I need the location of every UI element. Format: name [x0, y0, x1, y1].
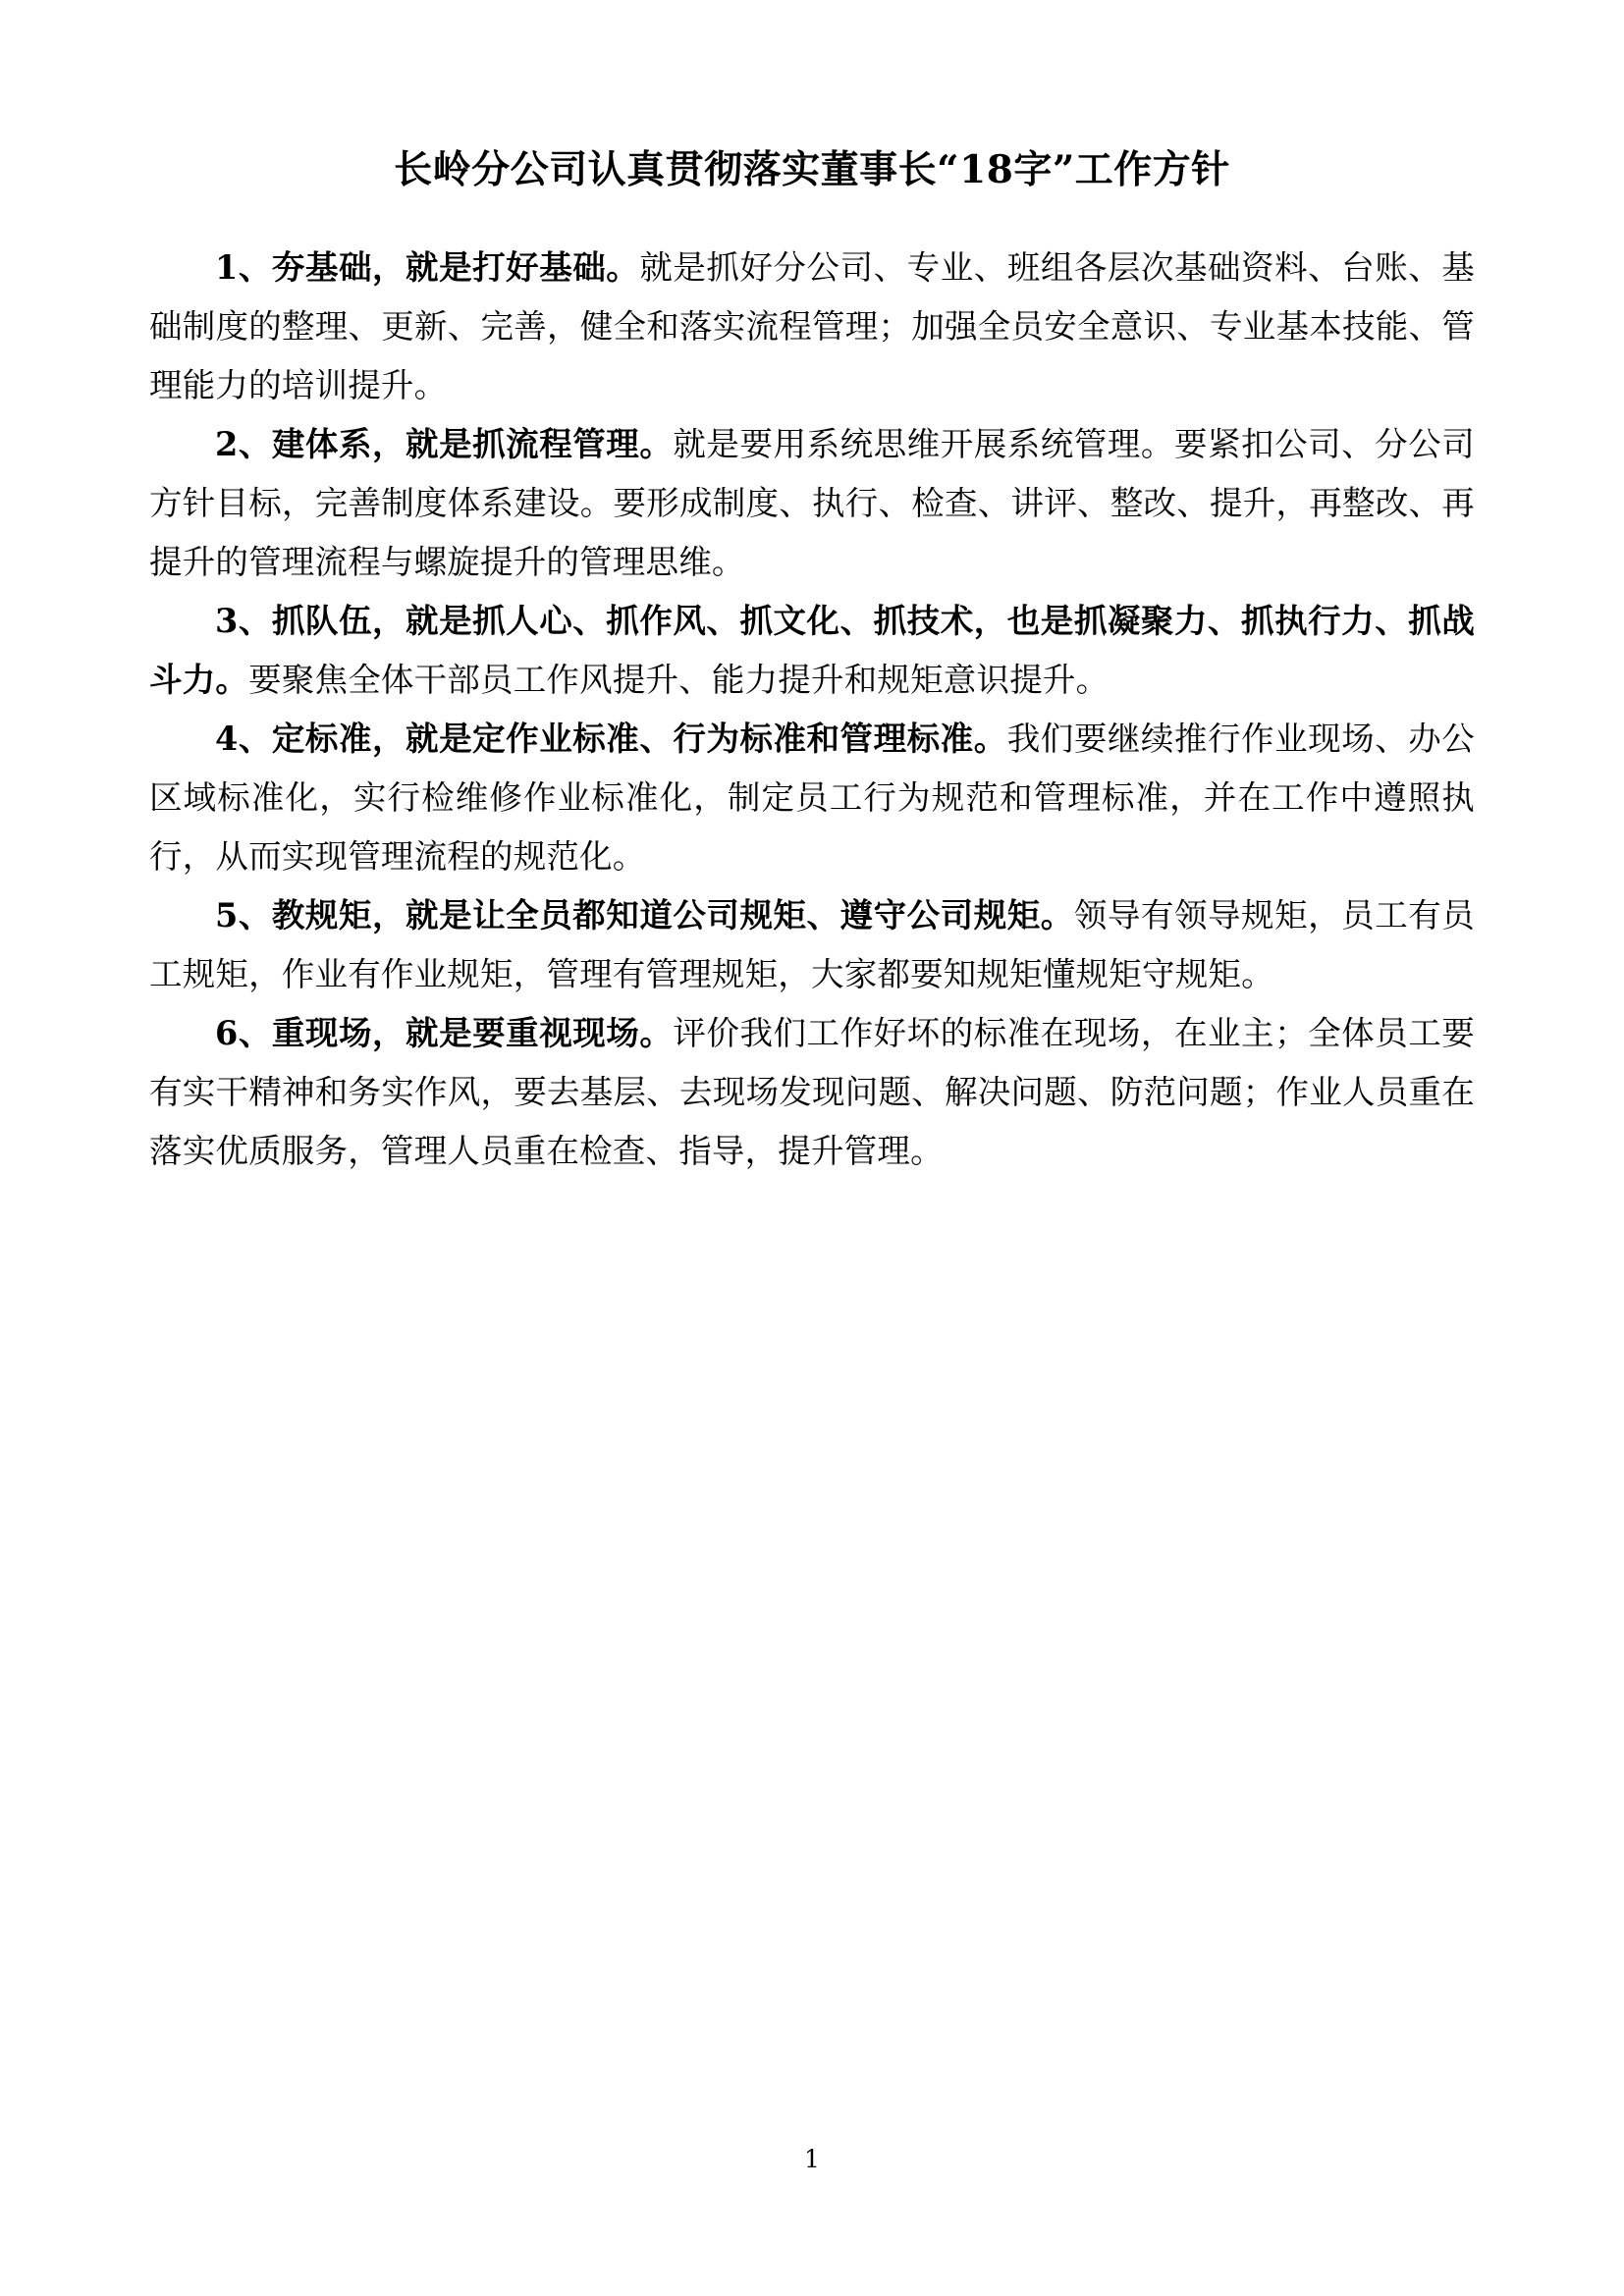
page-title: 长岭分公司认真贯彻落实董事长“18字”工作方针 [394, 147, 1230, 192]
paragraph-4-body: 我们要继续推行作业现场、办公区域标准化，实行检维修作业标准化，制定员工行为规范和管理标准，并在工作中遵照执行，从而实现管理流程的规范化。 [149, 719, 1475, 876]
paragraph-1-lead: 夯基础，就是打好基础。 [271, 247, 640, 287]
paragraph-5 [149, 886, 1475, 1004]
paragraph-1 [149, 239, 1475, 415]
paragraph-3-body: 要聚焦全体干部员工作风提升、能力提升和规矩意识提升。 [248, 660, 1110, 699]
paragraph-4-lead: 定标准，就是定作业标准、行为标准和管理标准。 [271, 719, 1007, 758]
paragraph-5-lead: 教规矩，就是让全员都知道公司规矩、遵守公司规矩。 [271, 895, 1074, 934]
paragraph-4-index: 4、 [215, 719, 272, 758]
paragraph-2 [149, 415, 1475, 592]
paragraph-6-index: 6、 [215, 1013, 272, 1052]
paragraph-6-lead: 重现场，就是要重视现场。 [271, 1013, 674, 1052]
paragraph-4 [149, 710, 1475, 886]
paragraph-2-lead: 建体系，就是抓流程管理。 [271, 424, 674, 463]
paragraph-1-body: 就是抓好分公司、专业、班组各层次基础资料、台账、基础制度的整理、更新、完善，健全和落实流程管理；加强全员安全意识、专业基本技能、管理能力的培训提升。 [149, 247, 1476, 404]
paragraph-2-index: 2、 [215, 424, 272, 463]
paragraph-6 [149, 1004, 1475, 1181]
paragraph-3-lead: 抓队伍，就是抓人心、抓作风、抓文化、抓技术，也是抓凝聚力、抓执行力、抓战斗力。 [149, 601, 1475, 699]
paragraph-5-body: 领导有领导规矩，员工有员工规矩，作业有作业规矩，管理有管理规矩，大家都要知规矩懂规矩守规矩。 [149, 895, 1475, 993]
document-body [149, 239, 1475, 1181]
paragraph-1-index: 1、 [215, 247, 272, 287]
document-content [149, 0, 1475, 1181]
paragraph-3-index: 3、 [215, 601, 272, 640]
paragraph-3 [149, 592, 1475, 710]
paragraph-5-index: 5、 [215, 895, 272, 934]
page-number: 1 [804, 2145, 820, 2173]
paragraph-6-body: 评价我们工作好坏的标准在现场，在业主；全体员工要有实干精神和务实作风，要去基层、去现场发现问题、解决问题、防范问题；作业人员重在落实优质服务，管理人员重在检查、指导，提升管理。 [149, 1013, 1475, 1170]
paragraph-2-body: 就是要用系统思维开展系统管理。要紧扣公司、分公司方针目标，完善制度体系建设。要形成制度、执行、检查、讲评、整改、提升，再整改、再提升的管理流程与螺旋提升的管理思维。 [149, 424, 1475, 581]
